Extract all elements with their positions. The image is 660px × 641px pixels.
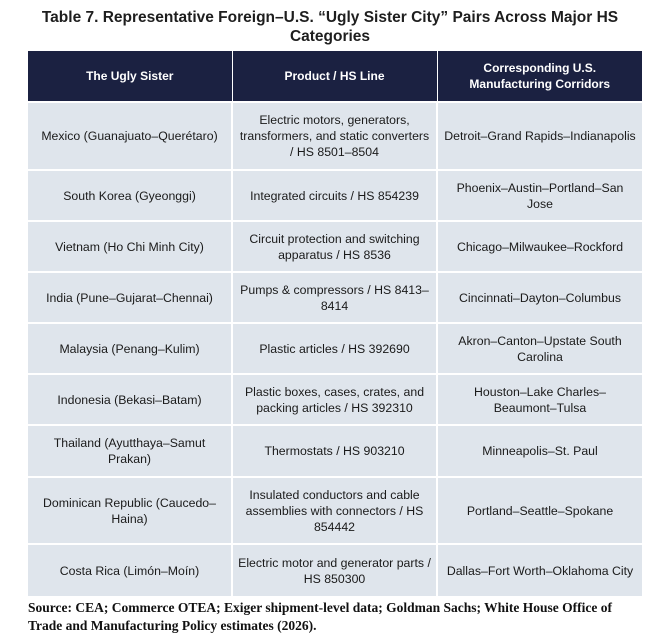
cell-us-corridor: Cincinnati–Dayton–Columbus <box>437 272 642 323</box>
cell-product: Circuit protection and switching apparatus / HS 8536 <box>232 221 437 272</box>
table-header <box>28 51 642 102</box>
table-row <box>28 102 642 170</box>
table-body <box>28 102 642 596</box>
sister-city-table <box>28 51 642 596</box>
table-row <box>28 374 642 425</box>
table-row <box>28 477 642 544</box>
table-title: Table 7. Representative Foreign–U.S. “Ugly Sister City” Pairs Across Major HS Categories <box>41 9 619 45</box>
cell-us-corridor: Akron–Canton–Upstate South Carolina <box>437 323 642 374</box>
cell-product: Integrated circuits / HS 854239 <box>232 170 437 221</box>
table-row <box>28 221 642 272</box>
cell-ugly-sister: South Korea (Gyeonggi) <box>28 170 232 221</box>
cell-ugly-sister: India (Pune–Gujarat–Chennai) <box>28 272 232 323</box>
cell-product: Plastic boxes, cases, crates, and packing articles / HS 392310 <box>232 374 437 425</box>
column-header-ugly-sister: The Ugly Sister <box>28 51 232 102</box>
cell-us-corridor: Dallas–Fort Worth–Oklahoma City <box>437 544 642 596</box>
table-row <box>28 425 642 477</box>
cell-product: Electric motors, generators, transformers, and static converters / HS 8501–8504 <box>232 102 437 170</box>
column-header-us-corridors: Corresponding U.S. Manufacturing Corridors <box>437 51 642 102</box>
cell-ugly-sister: Costa Rica (Limón–Moín) <box>28 544 232 596</box>
cell-us-corridor: Houston–Lake Charles–Beaumont–Tulsa <box>437 374 642 425</box>
cell-product: Pumps & compressors / HS 8413–8414 <box>232 272 437 323</box>
cell-ugly-sister: Dominican Republic (Caucedo–Haina) <box>28 477 232 544</box>
cell-us-corridor: Portland–Seattle–Spokane <box>437 477 642 544</box>
table-row <box>28 544 642 596</box>
cell-us-corridor: Detroit–Grand Rapids–Indianapolis <box>437 102 642 170</box>
cell-us-corridor: Chicago–Milwaukee–Rockford <box>437 221 642 272</box>
header-row <box>28 51 642 102</box>
cell-us-corridor: Phoenix–Austin–Portland–San Jose <box>437 170 642 221</box>
cell-product: Electric motor and generator parts / HS 850300 <box>232 544 437 596</box>
cell-ugly-sister: Mexico (Guanajuato–Querétaro) <box>28 102 232 170</box>
cell-ugly-sister: Vietnam (Ho Chi Minh City) <box>28 221 232 272</box>
cell-ugly-sister: Indonesia (Bekasi–Batam) <box>28 374 232 425</box>
table-row <box>28 323 642 374</box>
cell-product: Insulated conductors and cable assemblies with connectors / HS 854442 <box>232 477 437 544</box>
column-header-product: Product / HS Line <box>232 51 437 102</box>
table-row <box>28 272 642 323</box>
source-note: Source: CEA; Commerce OTEA; Exiger shipment-level data; Goldman Sachs; White House Office of Trade and Manufacturing Policy estimates (2026). <box>28 600 612 633</box>
cell-us-corridor: Minneapolis–St. Paul <box>437 425 642 477</box>
cell-product: Plastic articles / HS 392690 <box>232 323 437 374</box>
table-row <box>28 170 642 221</box>
cell-ugly-sister: Thailand (Ayutthaya–Samut Prakan) <box>28 425 232 477</box>
cell-product: Thermostats / HS 903210 <box>232 425 437 477</box>
cell-ugly-sister: Malaysia (Penang–Kulim) <box>28 323 232 374</box>
